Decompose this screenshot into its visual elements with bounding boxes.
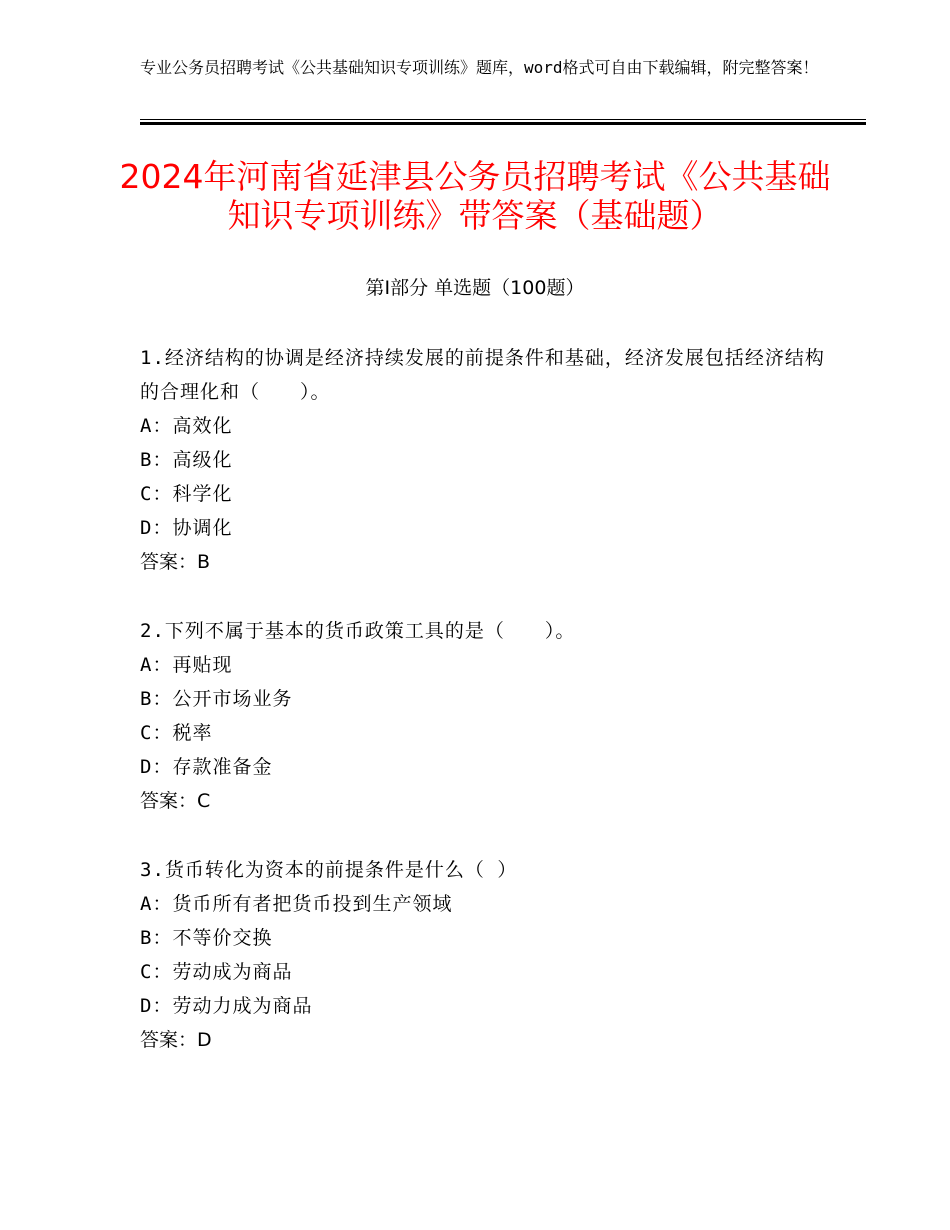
option-b: B：公开市场业务: [140, 688, 293, 710]
header-divider-thick: [140, 122, 866, 125]
header-note: 专业公务员招聘考试《公共基础知识专项训练》题库，word格式可自由下载编辑，附完整答案！: [140, 58, 819, 77]
section-title: 第Ⅰ部分 单选题（100题）: [365, 277, 585, 299]
option-c: C：科学化: [140, 483, 233, 505]
option-d: D：协调化: [140, 517, 233, 539]
header-divider-thin: [140, 119, 866, 120]
option-a: A：再贴现: [140, 654, 233, 676]
question-1: [140, 341, 830, 579]
question-stem: 1.经济结构的协调是经济持续发展的前提条件和基础，经济发展包括经济结构的合理化和（ ）。: [140, 347, 825, 403]
option-c: C：税率: [140, 722, 213, 744]
option-b: B：高级化: [140, 449, 233, 471]
option-d: D：存款准备金: [140, 756, 273, 778]
option-d: D：劳动力成为商品: [140, 995, 313, 1017]
question-stem: 2.下列不属于基本的货币政策工具的是（ ）。: [140, 620, 576, 642]
option-c: C：劳动成为商品: [140, 961, 293, 983]
option-b: B：不等价交换: [140, 927, 273, 949]
question-stem: 3.货币转化为资本的前提条件是什么（ ）: [140, 859, 518, 881]
answer-line: 答案：B: [140, 551, 211, 573]
option-a: A：高效化: [140, 415, 233, 437]
question-3: [140, 853, 830, 1057]
document-title: 2024年河南省延津县公务员招聘考试《公共基础知识专项训练》带答案（基础题）: [119, 157, 831, 235]
answer-line: 答案：C: [140, 790, 211, 812]
option-a: A：货币所有者把货币投到生产领域: [140, 893, 453, 915]
question-2: [140, 614, 830, 818]
answer-line: 答案：D: [140, 1029, 212, 1051]
